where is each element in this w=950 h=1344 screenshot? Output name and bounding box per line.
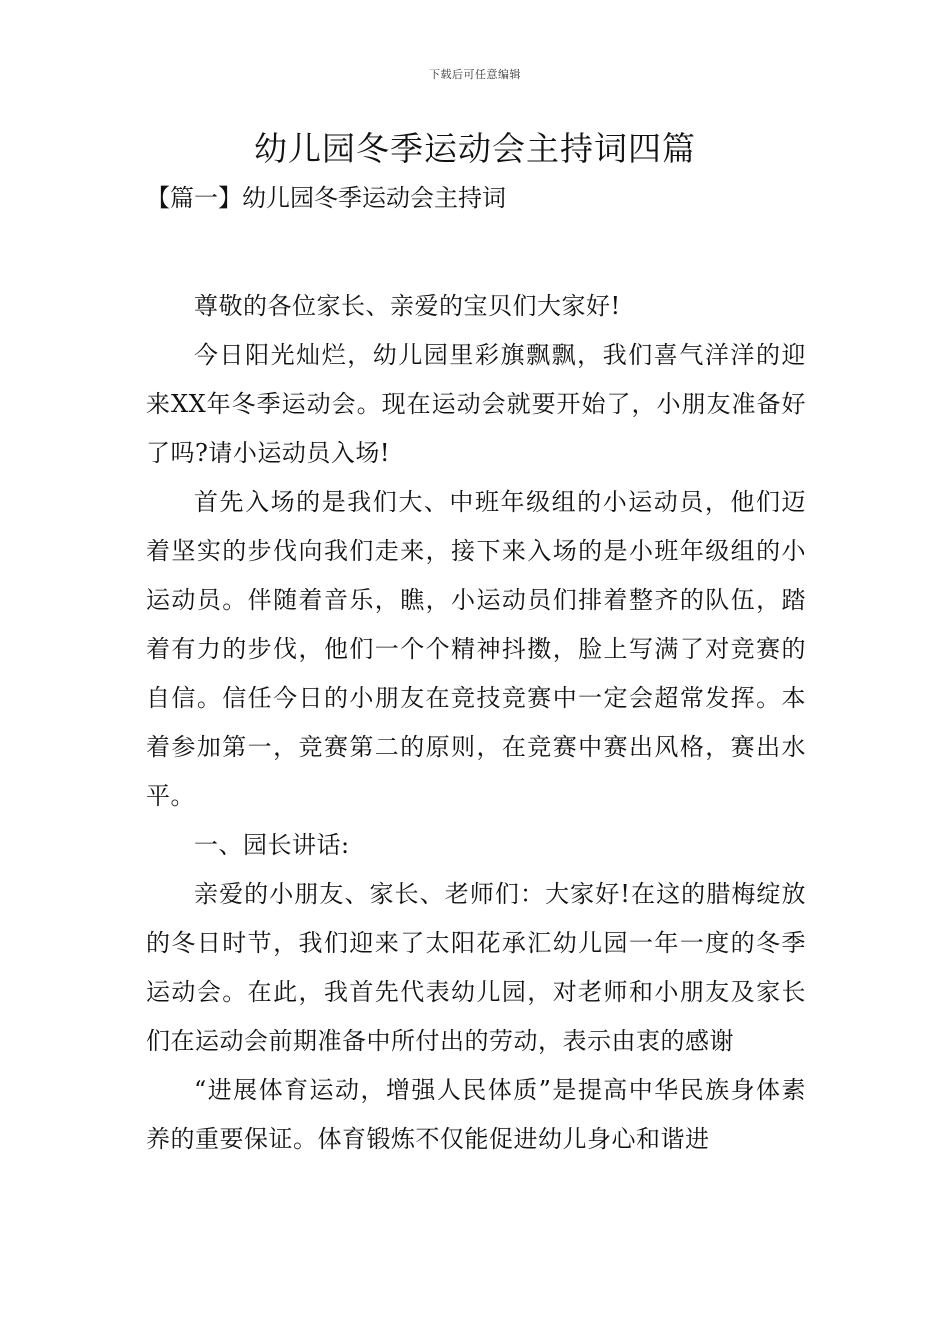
paragraph-entrance: 首先入场的是我们大、中班年级组的小运动员，他们迈着坚实的步伐向我们走来，接下来入场的是小班年级组的小运动员。伴随着音乐，瞧，小运动员们排着整齐的队伍，踏着有力的步伐，他们一个个精神抖擞，脸上写满了对竞赛的自信。信任今日的小朋友在竞技竞赛中一定会超常发挥。本着参加第一，竞赛第二的原则，在竞赛中赛出风格，赛出水平。 <box>146 488 806 810</box>
paragraph-principal-heading: 一、园长讲话: <box>194 831 350 859</box>
document-title: 幼儿园冬季运动会主持词四篇 <box>254 129 696 168</box>
body-text <box>146 282 806 1164</box>
paragraph-principal-speech: 亲爱的小朋友、家长、老师们：大家好!在这的腊梅绽放的冬日时节，我们迎来了太阳花承汇幼儿园一年一度的冬季运动会。在此，我首先代表幼儿园，对老师和小朋友及家长们在运动会前期准备中所付出的劳动，表示由衷的感谢 <box>146 880 806 1055</box>
paragraph-greeting: 尊敬的各位家长、亲爱的宝贝们大家好! <box>194 292 621 320</box>
paragraph-opening: 今日阳光灿烂，幼儿园里彩旗飘飘，我们喜气洋洋的迎来XX年冬季运动会。现在运动会就要开始了，小朋友准备好了吗?请小运动员入场! <box>146 341 806 467</box>
header-note: 下载后可任意编辑 <box>429 68 521 81</box>
section-heading: 【篇一】幼儿园冬季运动会主持词 <box>146 184 506 212</box>
paragraph-sports-slogan: “进展体育运动，增强人民体质”是提高中华民族身体素养的重要保证。体育锻炼不仅能促进幼儿身心和谐进 <box>146 1076 806 1153</box>
